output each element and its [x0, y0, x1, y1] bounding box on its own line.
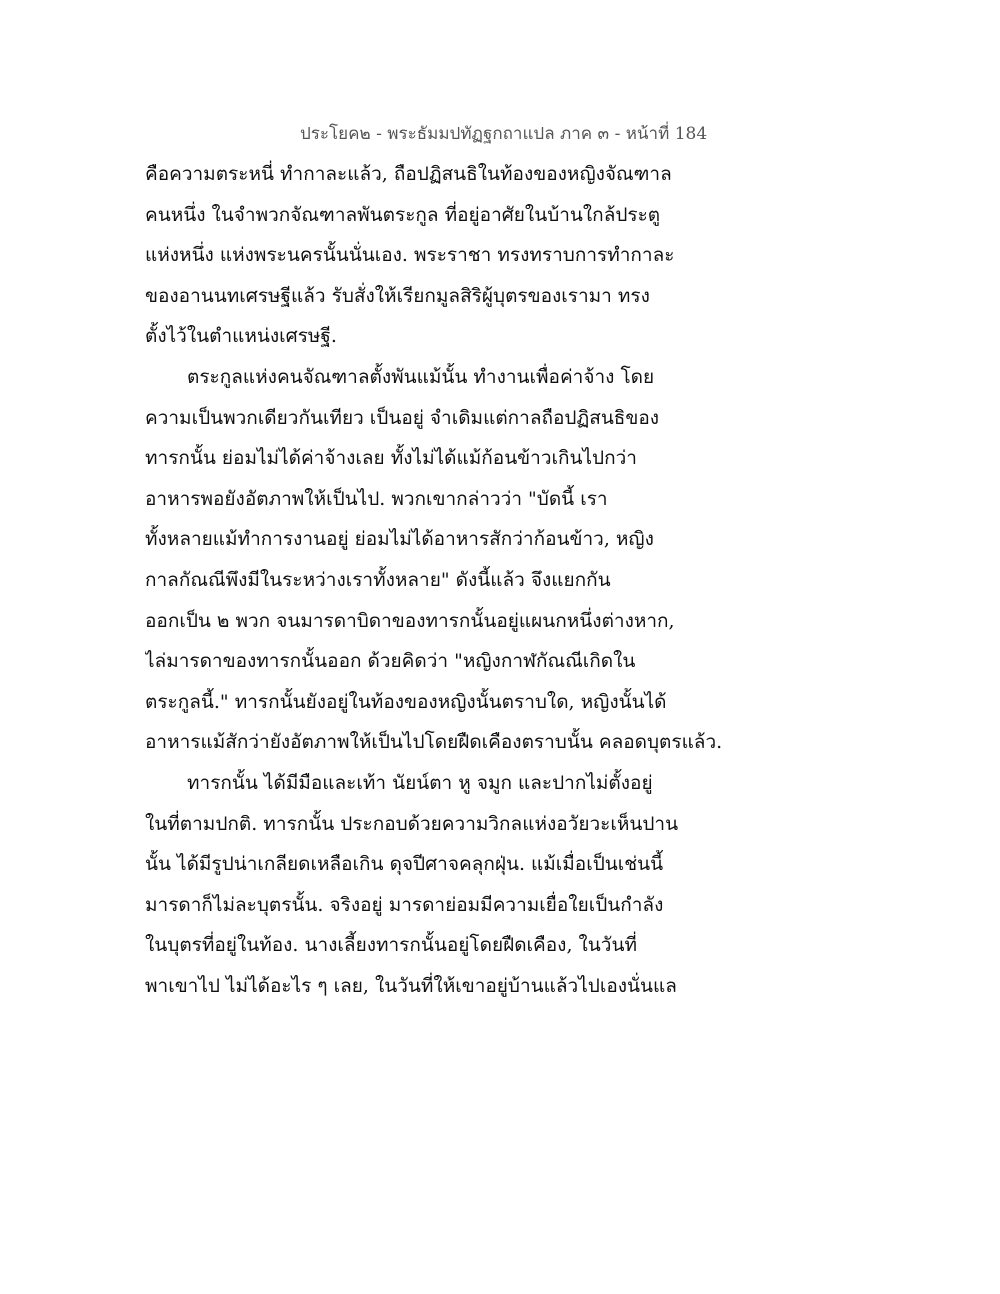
- text-line: ความเป็นพวกเดียวกันเทียว เป็นอยู่ จำเดิมแต่กาลถือปฏิสนธิของ: [145, 406, 660, 429]
- text-line: ทารกนั้น ย่อมไม่ได้ค่าจ้างเลย ทั้งไม่ได้แม้ก้อนข้าวเกินไปกว่า: [145, 447, 637, 470]
- text-line: คนหนึ่ง ในจำพวกจัณฑาลพันตระกูล ที่อยู่อาศัยในบ้านใกล้ประตู: [145, 203, 661, 226]
- body-text: [145, 160, 745, 1012]
- text-line: ออกเป็น ๒ พวก จนมารดาบิดาของทารกนั้นอยู่แผนกหนึ่งต่างหาก,: [145, 609, 675, 632]
- text-line: ตั้งไว้ในตำแหน่งเศรษฐี.: [145, 325, 337, 348]
- text-line: แห่งหนึ่ง แห่งพระนครนั้นนั่นเอง. พระราชา ทรงทราบการทำกาละ: [145, 244, 675, 267]
- text-line: คือความตระหนี่ ทำกาละแล้ว, ถือปฏิสนธิในท้องของหญิงจัณฑาล: [145, 163, 672, 185]
- text-line: มารดาก็ไม่ละบุตรนั้น. จริงอยู่ มารดาย่อมมีความเยื่อใยเป็นกำลัง: [145, 893, 664, 916]
- text-line: อาหารพอยังอัตภาพให้เป็นไป. พวกเขากล่าวว่า "บัดนี้ เรา: [145, 487, 608, 510]
- text-line: พาเขาไป ไม่ได้อะไร ๆ เลย, ในวันที่ให้เขาอยู่บ้านแล้วไปเองนั่นแล: [145, 974, 677, 997]
- text-line: ของอานนทเศรษฐีแล้ว รับสั่งให้เรียกมูลสิริผู้บุตรของเรามา ทรง: [145, 284, 650, 307]
- running-header: ประโยค๒ - พระธัมมปทัฏฐกถาแปล ภาค ๓ - หน้าที่ 184: [300, 124, 708, 144]
- paragraph-start-line: ทารกนั้น ได้มีมือและเท้า นัยน์ตา หู จมูก และปากไม่ตั้งอยู่: [187, 771, 653, 794]
- text-line: ตระกูลนี้." ทารกนั้นยังอยู่ในท้องของหญิงนั้นตราบใด, หญิงนั้นได้: [145, 690, 667, 713]
- text-line: ในที่ตามปกติ. ทารกนั้น ประกอบด้วยความวิกลแห่งอวัยวะเห็นปาน: [145, 812, 679, 835]
- text-line: ในบุตรที่อยู่ในท้อง. นางเลี้ยงทารกนั้นอยู่โดยฝืดเคือง, ในวันที่: [145, 934, 637, 957]
- text-line: นั้น ได้มีรูปน่าเกลียดเหลือเกิน ดุจปีศาจคลุกฝุ่น. แม้เมื่อเป็นเช่นนี้: [145, 853, 664, 876]
- paragraph-start-line: ตระกูลแห่งคนจัณฑาลตั้งพันแม้นั้น ทำงานเพื่อค่าจ้าง โดย: [187, 365, 655, 388]
- text-line: กาลกัณณีพึงมีในระหว่างเราทั้งหลาย" ดังนี้แล้ว จึงแยกกัน: [145, 568, 611, 591]
- text-line: ไล่มารดาของทารกนั้นออก ด้วยคิดว่า "หญิงกาฬกัณณีเกิดใน: [145, 650, 636, 673]
- text-line: ทั้งหลายแม้ทำการงานอยู่ ย่อมไม่ได้อาหารสักว่าก้อนข้าว, หญิง: [145, 528, 654, 551]
- text-line: อาหารแม้สักว่ายังอัตภาพให้เป็นไปโดยฝืดเคืองตราบนั้น คลอดบุตรแล้ว.: [145, 731, 723, 754]
